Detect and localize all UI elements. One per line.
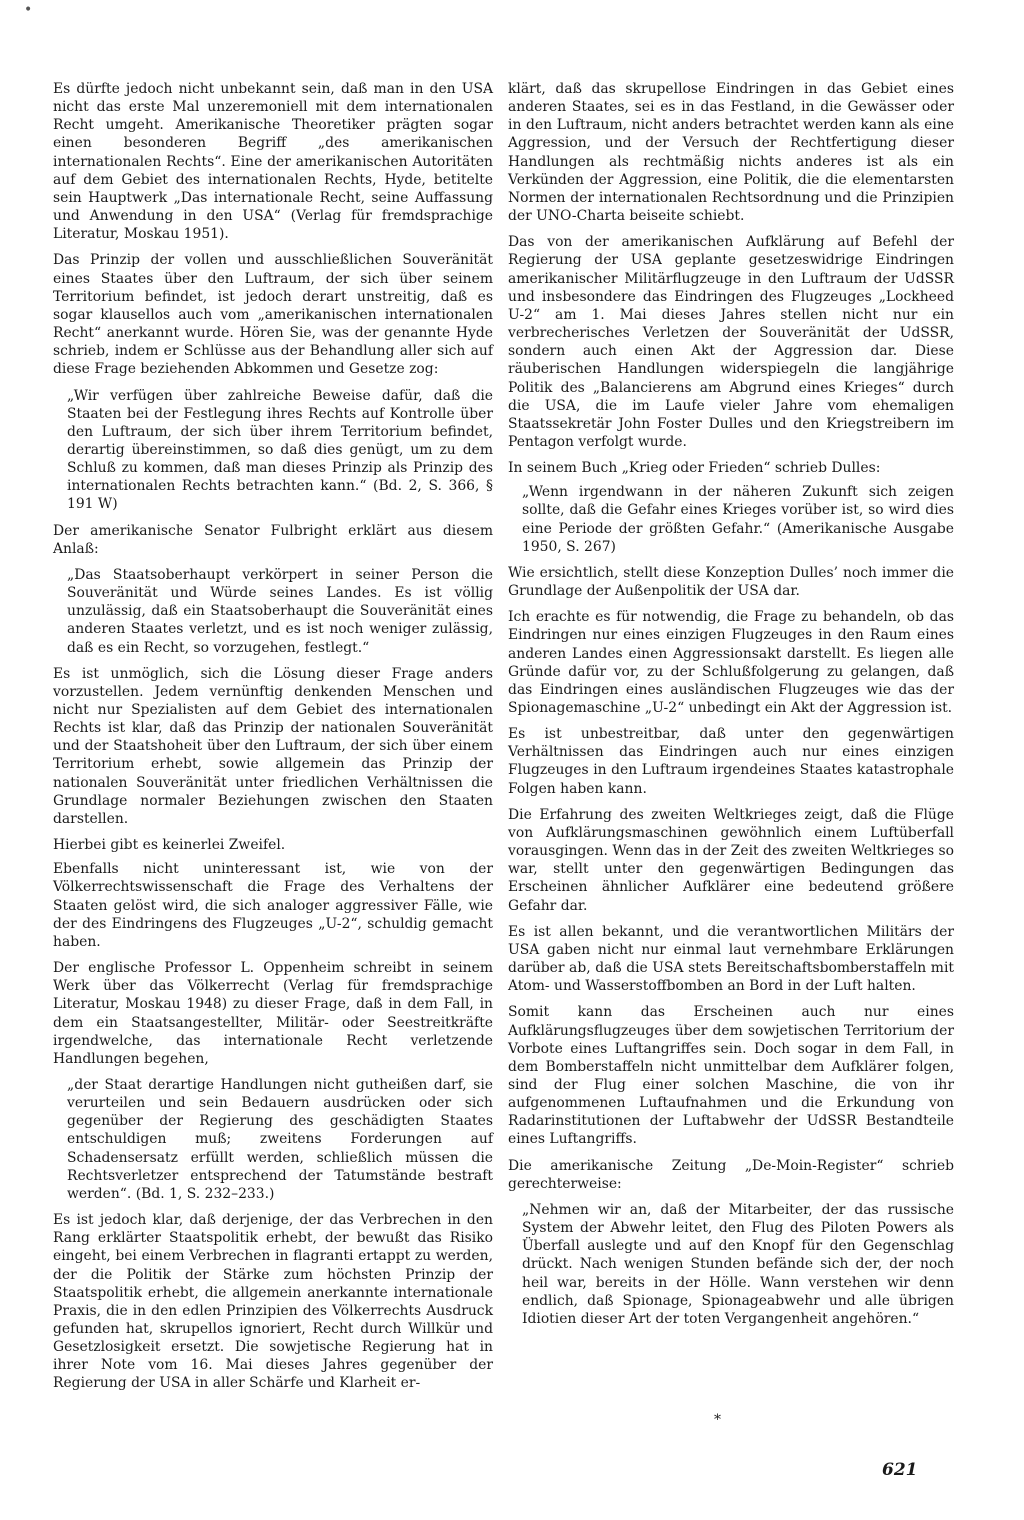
block-quote: „der Staat derartige Handlungen nicht gutheißen darf, sie verurteilen und sein Bedauern ausdrücken oder sich gegenüber der Regierung des geschädigten Staates entschuldigen muß; zweitens Forderungen auf Schadensersatz erfüllt werden, schließlich müssen die Rechtsverletzer entsprechend der Tatumstände bestraft werden“. (Bd. 1, S. 232–233.) [67,1076,493,1202]
paragraph: Der amerikanische Senator Fulbright erklärt aus diesem Anlaß: [53,522,493,557]
paragraph: Ich erachte es für notwendig, die Frage zu behandeln, ob das Eindringen nur eines einzigen Flugzeuges in den Raum eines anderen Landes einen Aggressionsakt darstellt. Es liegen alle Gründe dafür vor, zu der Schlußfolgerung zu gelangen, daß das Eindringen eines ausländischen Flugzeuges wie das der Spionagemaschine „U-2“ unbedingt ein Akt der Aggression ist. [508,609,954,716]
paragraph: Ebenfalls nicht uninteressant ist, wie von der Völkerrechtswissenschaft die Frage des Verhaltens der Staaten gelöst wird, die sich analoger aggressiver Fälle, wie der des Eindringens des Flugzeuges „U-2“, schuldig gemacht haben. [53,861,493,950]
block-quote: „Nehmen wir an, daß der Mitarbeiter, der das russische System der Abwehr leitet, den Flug des Piloten Powers als Überfall auslegte und auf den Knopf für den Gegenschlag drückt. Nach wenigen Stunden befände sich der, der noch heil war, bereits in der Hölle. Wann verstehen wir denn endlich, daß Spionage, Spionageabwehr und alle übrigen Idiotien dieser Art der toten Vergangenheit angehören.“ [522,1201,954,1327]
corner-mark: • [24,2,33,18]
paragraph: klärt, daß das skrupellose Eindringen in das Gebiet eines anderen Staates, sei es in das Festland, in die Gewässer oder in den Luftraum, nicht anders betrachtet werden kann als eine Aggression, und der Versuch der Rechtfertigung dieser Handlungen als rechtmäßig nichts anderes ist als ein Verkünden der Aggression, eine Politik, die die elementarsten Normen der internationalen Rechtsordnung und die Prinzipien der UNO-Charta beiseite schiebt. [508,81,954,225]
paragraph: Es ist jedoch klar, daß derjenige, der das Verbrechen in den Rang erklärter Staatspolitik erhebt, der bewußt das Risiko eingeht, bei einem Verbrechen in flagranti ertappt zu werden, der die Politik der Stärke zum höchsten Prinzip der Staatspolitik erhebt, die allgemein anerkannte internationale Praxis, die in den edlen Prinzipien des Völkerrechts Ausdruck gefunden hat, skrupellos ignoriert, Recht durch Willkür und Gesetzlosigkeit ersetzt. Die sowjetische Regierung hat in ihrer Note vom 16. Mai dieses Jahres gegenüber der Regierung der USA in aller Schärfe und Klarheit er- [53,1212,493,1392]
paragraph: Wie ersichtlich, stellt diese Konzeption Dulles’ noch immer die Grundlage der Außenpolitik der USA dar. [508,564,954,600]
paragraph: Hierbei gibt es keinerlei Zweifel. [53,837,286,854]
block-quote: „Wir verfügen über zahlreiche Beweise dafür, daß die Staaten bei der Festlegung ihres Rechts auf Kontrolle über den Luftraum, der sich über ihrem Territorium befindet, derartig übereinstimmen, so daß dies genügt, um zu dem Schluß zu kommen, daß man dieses Prinzip als Prinzip des internationalen Rechts betrachten kann.“ (Bd. 2, S. 366, § 191 W) [67,387,493,513]
paragraph: Der englische Professor L. Oppenheim schreibt in seinem Werk über das Völkerrecht (Verlag für fremdsprachige Literatur, Moskau 1948) zu dieser Frage, daß in dem Fall, in dem ein Staatsangestellter, Militär- oder Seestreitkräfte irgendwelche, das internationale Recht verletzende Handlungen begehen, [53,960,493,1067]
paragraph: Die amerikanische Zeitung „De-Moin-Register“ schrieb gerechterweise: [508,1157,954,1192]
block-quote: „Wenn irgendwann in der näheren Zukunft sich zeigen sollte, daß die Gefahr eines Krieges vorüber ist, so wird dies eine Periode der größten Gefahr.“ (Amerikanische Ausgabe 1950, S. 267) [522,484,954,555]
left-column [53,80,493,1401]
paragraph: Somit kann das Erscheinen auch nur eines Aufklärungsflugzeuges über dem sowjetischen Territorium der Vorbote eines Luftangriffes sein. Doch sogar in dem Fall, in dem Bomberstaffeln nicht unmittelbar dem Aufklärer folgen, sind der Flug einer solchen Maschine, die von ihr aufgenommenen Luftaufnahmen und die Erkundung von Radarinstitutionen der Luftabwehr der UdSSR Bestandteile eines Luftangriffs. [508,1004,954,1148]
block-quote: „Das Staatsoberhaupt verkörpert in seiner Person die Souveränität und Würde seines Landes. Es ist völlig unzulässig, daß ein Staatsoberhaupt die Souveränität eines anderen Staates verletzt, und es ist noch weniger zulässig, daß es ein Recht, so vorzugehen, festlegt.“ [67,566,493,656]
section-divider-asterisk: * [714,1412,721,1428]
paragraph: In seinem Buch „Krieg oder Frieden“ schrieb Dulles: [508,460,881,477]
paragraph: Das von der amerikanischen Aufklärung auf Befehl der Regierung der USA geplante gesetzeswidrige Eindringen amerikanischer Militärflugzeuge in den Luftraum der UdSSR und insbesondere das Eindringen des Flugzeuges „Lockheed U-2“ am 1. Mai dieses Jahres stellen nicht nur ein verbrecherisches Verletzen der Souveränität der UdSSR, sondern auch einen Akt der Aggression dar. Diese räuberischen Handlungen widerspiegeln die langjährige Politik des „Balancierens am Abgrund eines Krieges“ durch die USA, die im Laufe vieler Jahre vom ehemaligen Staatssekretär John Foster Dulles und den Kriegstreibern im Pentagon verfolgt wurde. [508,234,954,450]
paragraph: Das Prinzip der vollen und ausschließlichen Souveränität eines Staates über den Luftraum, der sich über seinem Territorium befindet, ist jedoch derart unstreitig, daß es sogar klausellos auch vom „amerikanischen internationalen Recht“ anerkannt wurde. Hören Sie, was der genannte Hyde schrieb, indem er Schlüsse aus der Behandlung aller sich auf diese Frage beziehenden Abkommen und Gesetze zog: [53,252,493,378]
paragraph: Die Erfahrung des zweiten Weltkrieges zeigt, daß die Flüge von Aufklärungsmaschinen gewöhnlich einem Luftüberfall vorausgingen. Wenn das in der Zeit des zweiten Weltkrieges so war, stellt unter den gegenwärtigen Bedingungen das Erscheinen ähnlicher Aufklärer eine bedeutend größere Gefahr dar. [508,806,954,914]
paragraph: Es dürfte jedoch nicht unbekannt sein, daß man in den USA nicht das erste Mal unzeremoniell mit dem internationalen Recht umgeht. Amerikanische Theoretiker prägten sogar einen besonderen Begriff „des amerikanischen internationalen Rechts“. Eine der amerikanischen Autoritäten auf dem Gebiet des internationalen Rechts, Hyde, betitelte sein Hauptwerk „Das internationale Recht, seine Auffassung und Anwendung in den USA“ (Verlag für fremdsprachige Literatur, Moskau 1951). [53,81,493,243]
right-column [508,80,954,1336]
paragraph: Es ist unbestreitbar, daß unter den gegenwärtigen Verhältnissen das Eindringen auch nur eines einzigen Flugzeuges in den Luftraum irgendeines Staates katastrophale Folgen haben kann. [508,726,954,797]
page-number: 621 [882,1460,918,1480]
paragraph: Es ist unmöglich, sich die Lösung dieser Frage anders vorzustellen. Jedem vernünftig denkenden Menschen und nicht nur Spezialisten auf dem Gebiet des internationalen Rechts ist klar, daß das Prinzip der nationalen Souveränität und der Staatshoheit über den Luftraum, der sich über einem Territorium erhebt, sowie allgemein das Prinzip der nationalen Souveränität unter friedlichen Verhältnissen die Grundlage normaler Beziehungen zwischen den Staaten darstellen. [53,665,493,827]
paragraph: Es ist allen bekannt, und die verantwortlichen Militärs der USA gaben nicht nur einmal laut vernehmbare Erklärungen darüber ab, daß die USA stets Bereitschaftsbomberstaffeln mit Atom- und Wasserstoffbomben an Bord in der Luft halten. [508,923,954,995]
